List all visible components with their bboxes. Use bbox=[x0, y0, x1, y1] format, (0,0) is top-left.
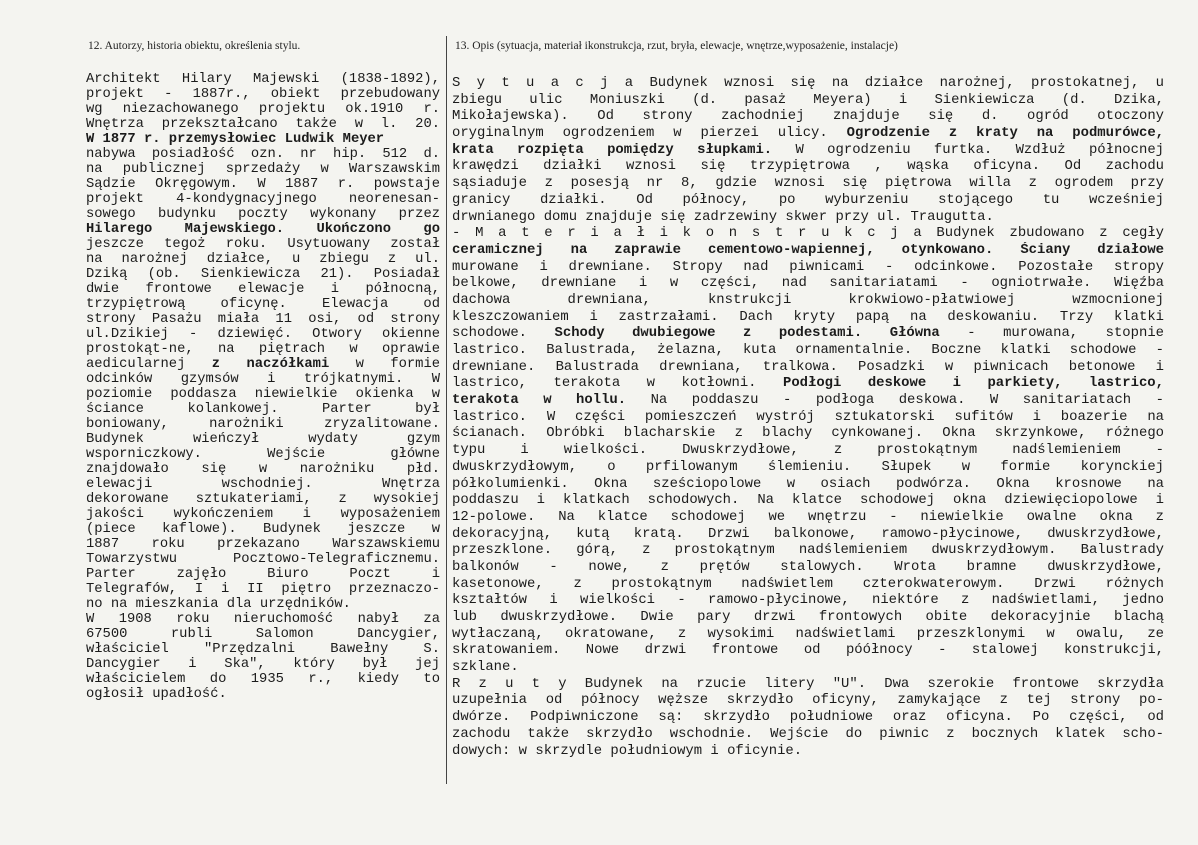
text-line: Telegrafów, I i II piętro przeznaczo- bbox=[86, 582, 440, 597]
text-line: no na mieszkania dla urzędników. bbox=[86, 597, 351, 612]
text-line: ścianach. Obróbki blacharskie z blachy cynkowanej. Okna skrzynkowe, różnego bbox=[452, 425, 1164, 442]
text-line: na publicznej sprzedaży w Warszawskim bbox=[86, 162, 440, 177]
authors-history-column bbox=[86, 72, 440, 702]
text-line: ściance kolankowej. Parter był bbox=[86, 402, 440, 417]
text-line: trzypiętrową oficynę. Elewacja od bbox=[86, 297, 440, 312]
text-line: wytłaczaną, okratowane, z wysokimi nadświetlami przeszklonymi w owalu, ze bbox=[452, 625, 1164, 642]
text-line: terakota w hollu. Na poddaszu - podłoga deskowa. W sanitariatach - bbox=[452, 392, 1164, 409]
text-line: aedicularnej z naczółkami w formie bbox=[86, 357, 440, 372]
text-line: R z u t y Budynek na rzucie litery "U". Dwa szerokie frontowe skrzydła bbox=[452, 675, 1164, 692]
text-line: skratowaniem. Nowe drzwi frontowe od póółnocy - stalowej konstrukcji, bbox=[452, 642, 1164, 659]
text-line: kształtów i wielkości - ramowo-płycinowe, niektóre z nadświetlami, jedno bbox=[452, 592, 1164, 609]
text-line: Sądzie Okręgowym. W 1887 r. powstaje bbox=[86, 177, 440, 192]
text-line: Parter zajęło Biuro Poczt i bbox=[86, 567, 440, 582]
text-line: wsporniczkowy. Wejście główne bbox=[86, 447, 440, 462]
text-line: typu i wielkości. Dwuskrzydłowe, z prostokątnym nadślemieniem - bbox=[452, 442, 1164, 459]
text-line: dekorowane sztukateriami, z wysokiej bbox=[86, 492, 440, 507]
text-line: wg niezachowanego projektu ok.1910 r. bbox=[86, 102, 440, 117]
text-line: dwuskrzydłowym, o prfilowanym ślemieniu. Słupek w formie korynckiej bbox=[452, 458, 1164, 475]
text-line: granicy działki. Od północy, po wyburzeniu stojącego tu wcześniej bbox=[452, 191, 1164, 208]
text-line: balkonów - nowe, z prętów stalowych. Wrota bramne dwuskrzydłowe, bbox=[452, 558, 1164, 575]
text-line: ogłosił upadłość. bbox=[86, 687, 227, 702]
text-line: boniowany, narożniki zryzalitowane. bbox=[86, 417, 440, 432]
text-line: Dziką (ob. Sienkiewicza 21). Posiadał bbox=[86, 267, 440, 282]
text-line: oryginalnym ogrodzeniem w pierzei ulicy. Ogrodzenie z kraty na podmurówce, bbox=[452, 125, 1164, 142]
text-line: prostokąt-ne, na piętrach w oprawie bbox=[86, 342, 440, 357]
text-line: zachodu także skrzydło wschodnie. Wejście do piwnic z bocznych klatek scho- bbox=[452, 725, 1164, 742]
text-line: projekt - 1887r., obiekt przebudowany bbox=[86, 87, 440, 102]
text-line: lastrico. Balustrada, żelazna, kuta ornamentalnie. Boczne klatki schodowe - bbox=[452, 342, 1164, 358]
text-line: nabywa posiadłość ozn. nr hip. 512 d. bbox=[86, 147, 440, 162]
description-column bbox=[452, 75, 1164, 759]
text-line: - M a t e r i a ł i k o n s t r u k c j a Budynek zbudowano z cegły bbox=[452, 225, 1164, 242]
text-line: drewniane. Balustrada drewniana, tralkowa. Posadzki w piwnicach betonowe i bbox=[452, 358, 1164, 375]
text-line: dekoracyjną, kutą kratą. Drzwi balkonowe, ramowo-płycinowe, dwuskrzydłowe, bbox=[452, 525, 1164, 542]
text-line: W 1908 roku nieruchomość nabył za bbox=[86, 612, 440, 627]
text-line: kleszczowaniem i zastrzałami. Dach kryty papą na deskowaniu. Trzy klatki bbox=[452, 308, 1164, 325]
text-line: projekt 4-kondygnacyjnego neorenesan- bbox=[86, 192, 440, 207]
text-line: krata rozpięta pomiędzy słupkami. W ogrodzeniu furtka. Wzdłuż północnej bbox=[452, 141, 1164, 158]
text-line: 1887 roku przekazano Warszawskiemu bbox=[86, 537, 440, 552]
text-line: przeszklone. górą, z prostokątnym nadślemieniem dwuskrzydłowym. Balustrady bbox=[452, 542, 1164, 559]
text-line: Mikołajewska). Od strony zachodniej znajduje się d. ogród otoczony bbox=[452, 108, 1164, 125]
text-line: 67500 rubli Salomon Dancygier, bbox=[86, 627, 440, 642]
text-line: właścicielem do 1935 r., kiedy to bbox=[86, 672, 440, 687]
text-line: jeszcze tegoż roku. Usytuowany został bbox=[86, 237, 440, 252]
text-line: Budynek wieńczył wydaty gzym bbox=[86, 432, 440, 447]
text-line: odcinków gzymsów i trójkatnymi. W bbox=[86, 372, 440, 387]
text-line: znajdowało się w narożniku płd. bbox=[86, 462, 440, 477]
text-line: drwnianego domu znajduje się zadrzewiny skwer przy ul. Traugutta. bbox=[452, 208, 994, 225]
text-line: lastrico. W części pomieszczeń wystrój sztukatorski sufitów i boazerie na bbox=[452, 408, 1164, 425]
text-line: sąsiaduje z posesją nr 8, gdzie wznosi się piętrowa willa z ogrodem przy bbox=[452, 175, 1164, 192]
text-line: poziomie poddasza niewielkie okienka w bbox=[86, 387, 440, 402]
text-line: lub dwuskrzydłowe. Dwie pary drzwi frontowych obite dekoracyjnie blachą bbox=[452, 609, 1164, 625]
text-line: jakości wykończeniem i wyposażeniem bbox=[86, 507, 440, 522]
text-line: zbiegu ulic Moniuszki (d. pasaż Meyera) i Sienkiewicza (d. Dzika, bbox=[452, 91, 1164, 108]
column-divider bbox=[446, 36, 447, 784]
text-line: 12-polowe. Na klatce schodowej we wnętrzu - niewielkie owalne okna z bbox=[452, 508, 1164, 525]
text-line: Architekt Hilary Majewski (1838-1892), bbox=[86, 72, 440, 87]
text-line: ceramicznej na zaprawie cementowo-wapiennej, otynkowano. Ściany działowe bbox=[452, 241, 1164, 258]
text-line: właściciel "Przędzalni Bawełny S. bbox=[86, 642, 440, 657]
text-line: ul.Dzikiej - dziewięć. Otwory okienne bbox=[86, 327, 440, 342]
text-line: belkowe, drewniane i w części, nad sanitariatami - ogniotrwałe. Więźba bbox=[452, 275, 1164, 292]
text-line: sowego budynku poczty wykonany przez bbox=[86, 207, 440, 222]
text-line: lastrico, terakota w kotłowni. Podłogi deskowe i parkiety, lastrico, bbox=[452, 375, 1164, 392]
text-line: na narożnej działce, u zbiegu z ul. bbox=[86, 252, 440, 267]
text-line: dwie frontowe elewacje i północną, bbox=[86, 282, 440, 297]
text-line: S y t u a c j a Budynek wznosi się na działce narożnej, prostokatnej, u bbox=[452, 75, 1164, 91]
text-line: Wnętrza przekształcano także w l. 20. bbox=[86, 117, 440, 132]
text-line: strony Pasażu miała 11 osi, od strony bbox=[86, 312, 440, 327]
text-line: Dancygier i Ska", który był jej bbox=[86, 657, 440, 672]
text-line: kasetonowe, z prostokątnym nadświetlem czterokwaterowym. Drzwi różnych bbox=[452, 575, 1164, 592]
text-line: W 1877 r. przemysłowiec Ludwik Meyer bbox=[86, 132, 385, 147]
text-line: dwórze. Podpiwniczone są: skrzydło południowe oraz oficyna. Po części, od bbox=[452, 709, 1164, 726]
text-line: uzupełnia od północy węższe skrzydło oficyny, zamykające z tej strony po- bbox=[452, 692, 1164, 709]
text-line: (piece kaflowe). Budynek jeszcze w bbox=[86, 522, 440, 537]
text-line: schodowe. Schody dwubiegowe z podestami. Główna - murowana, stopnie bbox=[452, 325, 1164, 342]
text-line: Hilarego Majewskiego. Ukończono go bbox=[86, 222, 440, 237]
text-line: szklane. bbox=[452, 659, 519, 676]
text-line: dachowa drewniana, knstrukcji krokwiowo-płatwiowej wzmocnionej bbox=[452, 291, 1164, 308]
text-line: elewacji wschodniej. Wnętrza bbox=[86, 477, 440, 492]
section-13-heading: 13. Opis (sytuacja, materiał ikonstrukcja, rzut, bryła, elewacje, wnętrze,wyposażenie, instalacje) bbox=[455, 40, 898, 52]
text-line: poddaszu i klatkach schodowych. Na klatce schodowej okna dziewięciopolowe i bbox=[452, 492, 1164, 509]
text-line: półkolumienki. Okna sześciopolowe w osiach podwórza. Okna krosnowe na bbox=[452, 475, 1164, 492]
text-line: dowych: w skrzydle południowym i oficynie. bbox=[452, 742, 803, 759]
text-line: murowane i drewniane. Stropy nad piwnicami - odcinkowe. Pozostałe stropy bbox=[452, 258, 1164, 275]
section-12-heading: 12. Autorzy, historia obiektu, określenia stylu. bbox=[88, 40, 301, 52]
text-line: Towarzystwu Pocztowo-Telegraficznemu. bbox=[86, 552, 440, 567]
text-line: krawędzi działki wznosi się trzypiętrowa , wąska oficyna. Od zachodu bbox=[452, 158, 1164, 175]
